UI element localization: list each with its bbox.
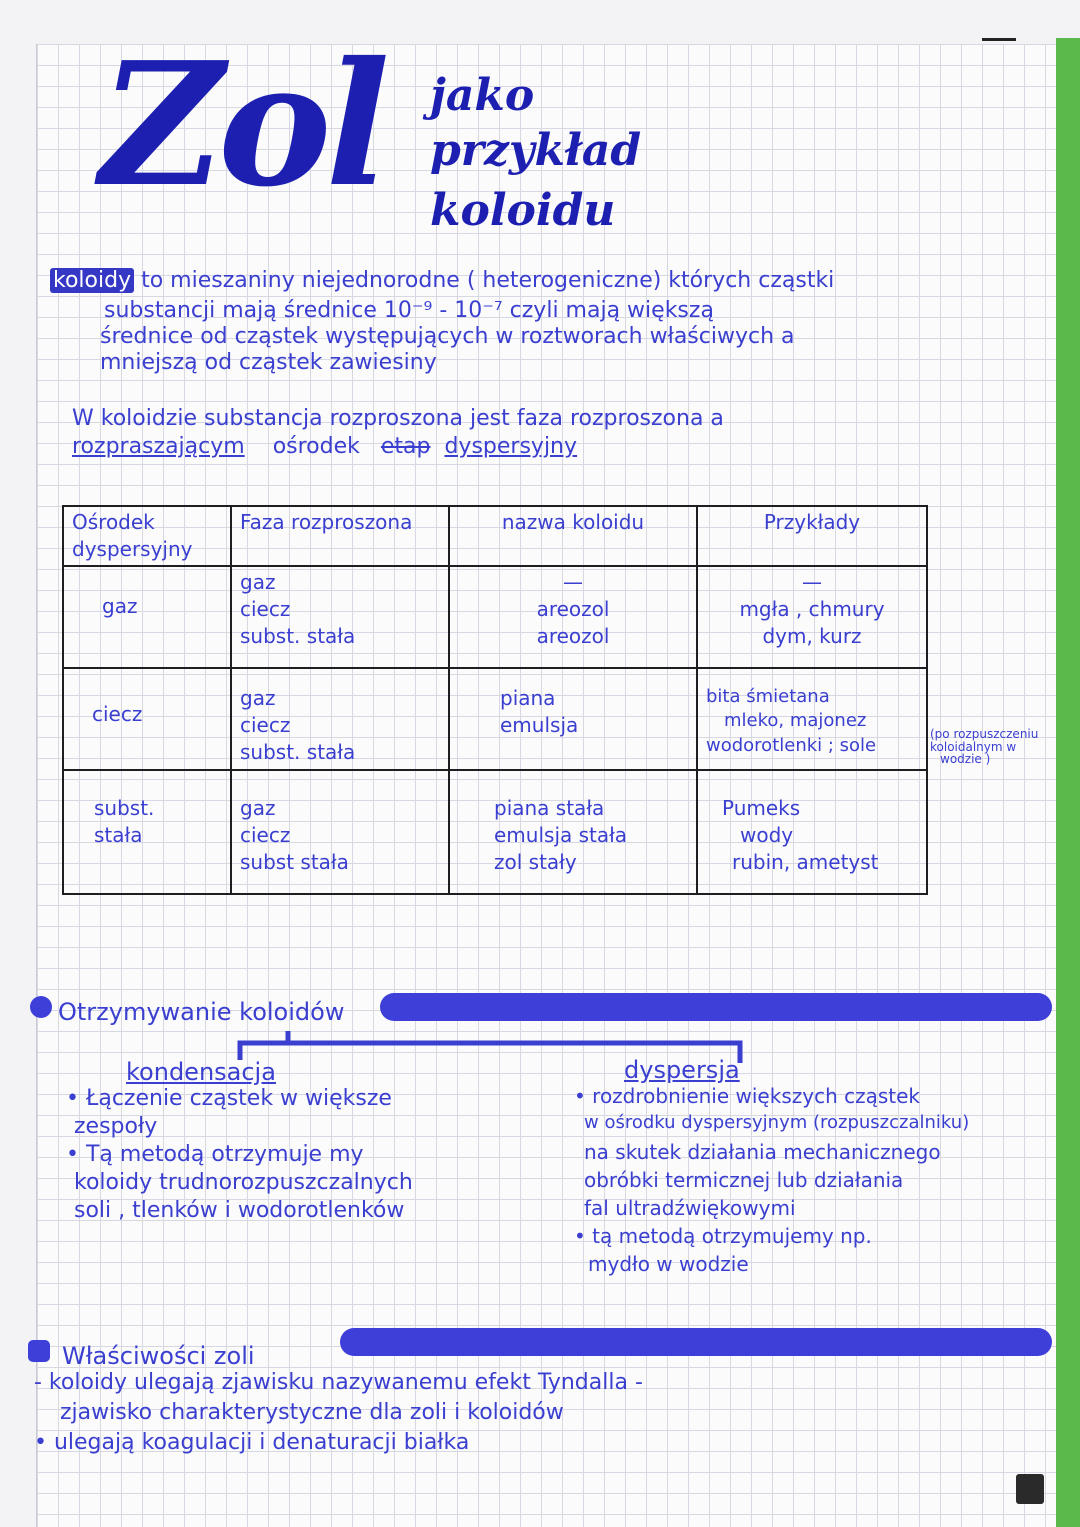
dispersion-method-line: • tą metodą otrzymujemy np. [574,1224,872,1248]
row-examples: — mgła , chmury dym, kurz [697,566,927,668]
section-bullet [30,996,52,1018]
row-phases: gaz ciecz subst. stała [231,668,449,770]
colloid-table [62,505,928,895]
row-names: — areozol areozol [449,566,697,668]
dispersion-method-line: w ośrodku dyspersyjnym (rozpuszczalniku) [584,1112,970,1133]
header-medium: Ośrodek dyspersyjny [63,506,231,566]
subtitle-line-2: przykład [430,125,642,176]
table-row [63,668,927,770]
definition-line-2: substancji mają średnice 10⁻⁹ - 10⁻⁷ czyli mają większą [104,298,714,323]
condensation-line: soli , tlenków i wodorotlenków [74,1198,405,1223]
green-cover-edge [1056,38,1080,1527]
definition-line-4: mniejszą od cząstek zawiesiny [100,350,437,375]
row-medium: subst. stała [63,770,231,894]
condensation-line: • Tą metodą otrzymuje my [66,1142,364,1167]
highlighter-stroke [380,993,1052,1021]
dispersion-line-2 [72,434,577,459]
definition-text-1: to mieszaniny niejednorodne ( heterogeniczne) których cząstki [141,268,835,293]
highlighter-stroke [340,1328,1052,1356]
row-phases: gaz ciecz subst. stała [231,566,449,668]
row-names: piana emulsja [449,668,697,770]
header-name: nazwa koloidu [449,506,697,566]
dispersion-method-line: mydło w wodzie [588,1252,749,1276]
side-note: (po rozpuszczeniu koloidalnym w wodzie ) [930,727,1039,767]
dispersion-word-3: etap [380,434,431,459]
dispersion-word-1: rozpraszającym [72,434,245,459]
subtitle-line-3: koloidu [430,185,616,236]
dispersion-method-line: • rozdrobnienie większych cząstek [574,1084,920,1108]
page-corner-tab [1016,1474,1044,1504]
properties-line: - koloidy ulegają zjawisku nazywanemu efekt Tyndalla - [34,1370,643,1395]
header-examples: Przykłady [697,506,927,566]
definition-line-1 [50,268,834,293]
header-phase: Faza rozproszona [231,506,449,566]
table-header-row [63,506,927,566]
row-medium: gaz [63,566,231,668]
table-row [63,770,927,894]
table-row [63,566,927,668]
row-medium: ciecz [63,668,231,770]
row-phases: gaz ciecz subst stała [231,770,449,894]
page-top-mark [982,38,1016,41]
condensation-line: • Łączenie cząstek w większe [66,1086,392,1111]
heading-dispersion: dyspersja [624,1056,740,1084]
dispersion-word-2: ośrodek [272,434,360,459]
dispersion-line-1: W koloidzie substancja rozproszona jest faza rozproszona a [72,406,724,431]
section-bullet [28,1340,50,1362]
dispersion-word-4: dyspersyjny [444,434,578,459]
definition-line-3: średnice od cząstek występujących w roztworach właściwych a [100,324,795,349]
heading-condensation: kondensacja [126,1058,276,1086]
dispersion-method-line: obróbki termicznej lub działania [584,1168,904,1192]
row-examples: bita śmietana mleko, majonez wodorotlenki ; sole [697,668,927,770]
subtitle-line-1: jako [430,70,535,121]
row-names: piana stała emulsja stała zol stały [449,770,697,894]
section-title-obtaining: Otrzymywanie koloidów [58,998,345,1026]
condensation-line: zespoły [74,1114,158,1139]
properties-line: zjawisko charakterystyczne dla zoli i koloidów [60,1400,564,1425]
row-examples: Pumeks wody rubin, ametyst [697,770,927,894]
condensation-line: koloidy trudnorozpuszczalnych [74,1170,413,1195]
section-title-properties: Właściwości zoli [62,1342,255,1370]
page-title: Zol [100,25,385,225]
definition-tag: koloidy [50,268,134,293]
dispersion-method-line: fal ultradźwiękowymi [584,1196,796,1220]
dispersion-method-line: na skutek działania mechanicznego [584,1140,941,1164]
properties-line: • ulegają koagulacji i denaturacji białka [34,1430,470,1455]
